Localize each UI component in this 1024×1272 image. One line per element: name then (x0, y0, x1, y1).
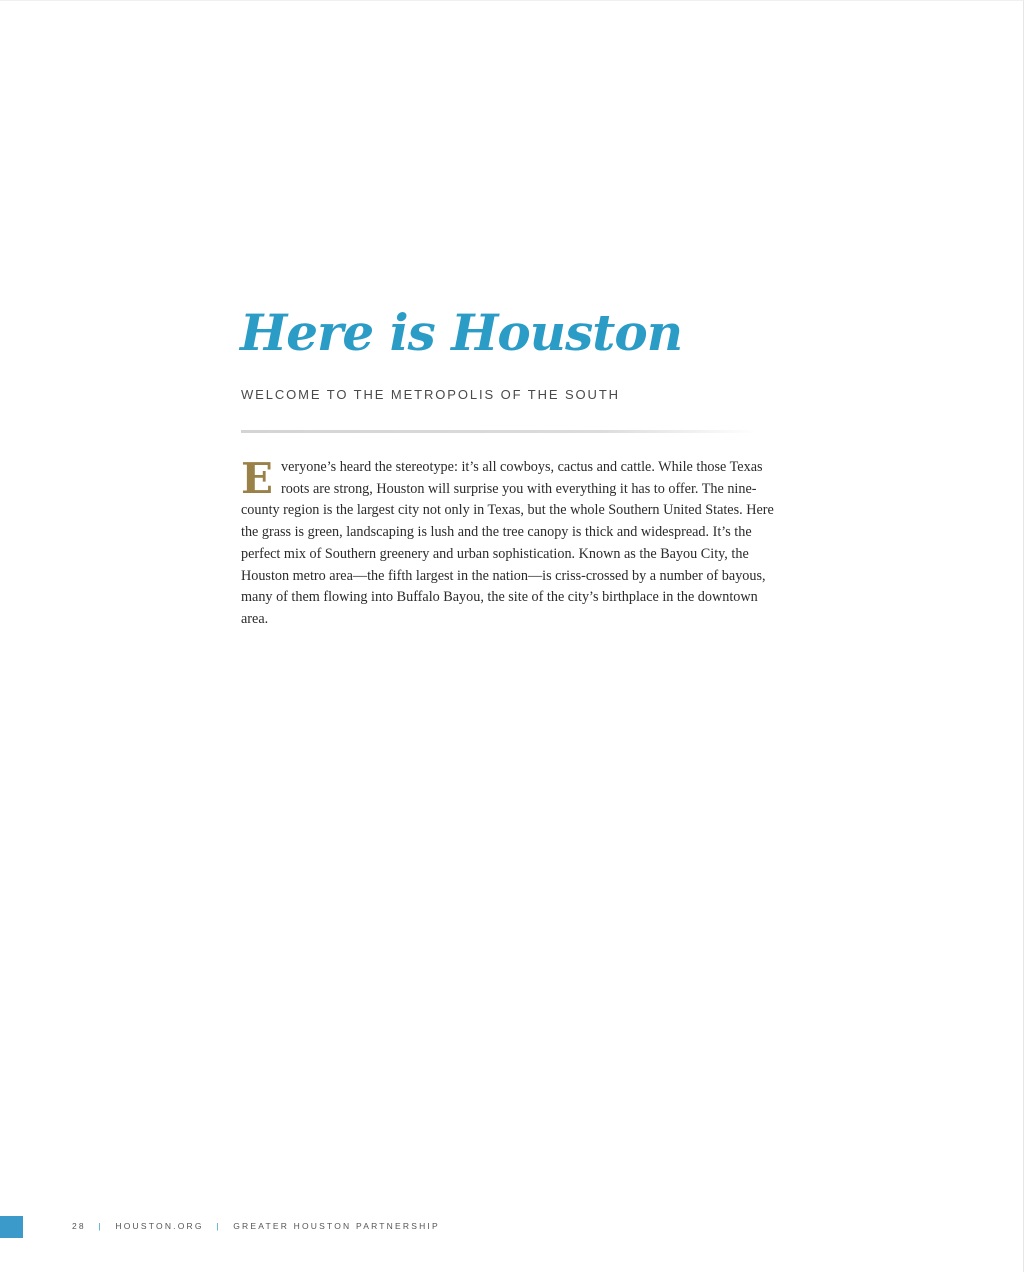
divider-rule (241, 430, 757, 433)
page-subtitle: WELCOME TO THE METROPOLIS OF THE SOUTH (241, 387, 620, 402)
footer-separator: | (216, 1221, 221, 1231)
footer-organization: GREATER HOUSTON PARTNERSHIP (233, 1221, 440, 1231)
page-number: 28 (72, 1221, 86, 1231)
page-footer (72, 1221, 440, 1231)
footer-separator: | (98, 1221, 103, 1231)
page-title: Here is Houston (240, 303, 683, 362)
page-tab-marker (0, 1216, 23, 1238)
body-text: veryone’s heard the stereotype: it’s all cowboys, cactus and cattle. While those Texas roots are strong, Houston will surprise you with everything it has to offer. The nine-county region is the largest city not only in Texas, but the whole Southern United States. Here the grass is green, landscaping is lush and the tree canopy is thick and widespread. It’s the perfect mix of Southern greenery and urban sophistication. Known as the Bayou City, the Houston metro area—the fifth largest in the nation—is criss-crossed by a number of bayous, many of them flowing into Buffalo Bayou, the site of the city’s birthplace in the downtown area. (241, 459, 774, 627)
footer-website: HOUSTON.ORG (115, 1221, 204, 1231)
body-paragraph (241, 454, 787, 631)
drop-cap: E (241, 454, 274, 503)
